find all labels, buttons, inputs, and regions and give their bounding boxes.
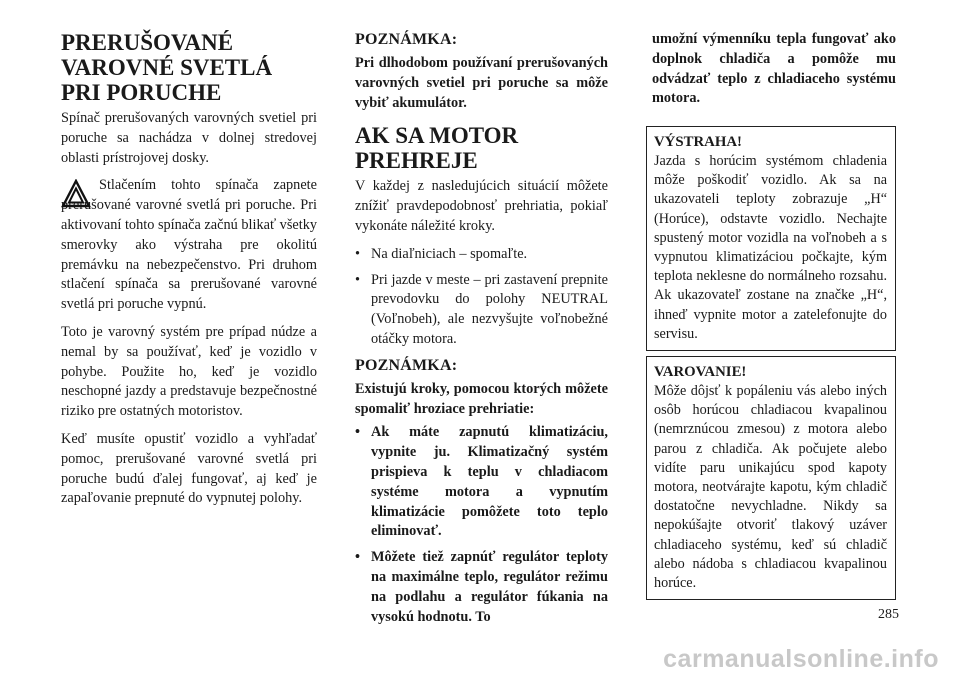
watermark: carmanualsonline.info xyxy=(663,645,939,673)
hazard-triangle-icon xyxy=(61,179,91,209)
note-steps-list xyxy=(355,423,608,627)
note-steps-intro: Existujú kroky, pomocou ktorých môžete spomaliť hroziace prehriatie: xyxy=(355,380,608,417)
overheat-intro: V každej z nasledujúcich situácií môžete znížiť pravdepodobnosť prehriatia, pokiaľ vykonáte náležité kroky. xyxy=(355,178,608,234)
hazard-switch-text: Stlačením tohto spínača zapnete prerušované varovné svetlá pri poruche. Pri aktivovaní tohto spínača začnú blikať všetky smerovky ako výstraha pre okolitú premávku na nebezpečenstvo. Pri druhom stlačení spínača sa prerušované varovné svetlá pri poruche vypnú. xyxy=(61,177,317,313)
list-item: • Ak máte zapnutú klimatizáciu, vypnite ju. Klimatizačný systém prispieva k teplu v chladiacom systéme motora a vypnutím klimatizácie pomôžete toto teplo eliminovať. xyxy=(355,423,608,542)
page-number: 285 xyxy=(878,607,899,622)
note-heading: POZNÁMKA: xyxy=(355,356,458,374)
hazard-leave-vehicle-text: Keď musíte opustiť vozidlo a vyhľadať pomoc, prerušované varovné svetlá pri poruche budú ďalej fungovať, aj keď je zapaľovanie prepnuté do vypnutej polohy. xyxy=(61,430,317,507)
middle-column xyxy=(355,30,608,633)
left-column xyxy=(61,30,317,517)
overheat-list xyxy=(355,245,608,350)
hazard-warning-block xyxy=(61,176,317,315)
list-item: • Môžete tiež zapnúť regulátor teploty na maximálne teplo, regulátor režimu na podlahu a regulátor fúkania na vysokú hodnotu. To xyxy=(355,548,608,627)
overheat-heading: AK SA MOTOR PREHREJE xyxy=(355,123,519,174)
hazard-lights-heading: PRERUŠOVANÉ VAROVNÉ SVETLÁ PRI PORUCHE xyxy=(61,30,273,105)
heater-continuation-text: umožní výmenníku tepla fungovať ako doplnok chladiča a pomôže mu odvádzať teplo z chladiaceho systému motora. xyxy=(652,31,896,107)
list-item: • Pri jazde v meste – pri zastavení prepnite prevodovku do polohy NEUTRAL (Voľnobeh), ale nezvyšujte voľnobežné otáčky motora. xyxy=(355,271,608,350)
warning-title: VÝSTRAHA! xyxy=(654,134,742,150)
list-item: • Na diaľniciach – spomaľte. xyxy=(355,245,608,265)
note-battery-text: Pri dlhodobom používaní prerušovaných varovných svetiel pri poruche sa môže vybiť akumulátor. xyxy=(355,55,608,111)
caution-box xyxy=(646,356,896,600)
hazard-emergency-text: Toto je varovný systém pre prípad núdze a nemal by sa používať, keď je vozidlo v pohybe. Použite ho, keď je vozidlo neschopné jazdy a predstavuje bezpečnostné riziko pre ostatných motoristov. xyxy=(61,323,317,420)
note-heading: POZNÁMKA: xyxy=(355,31,458,48)
hazard-intro: Spínač prerušovaných varovných svetiel pri poruche sa nachádza v dolnej stredovej oblasti prístrojovej dosky. xyxy=(61,110,317,166)
warning-text: Jazda s horúcim systémom chladenia môže poškodiť vozidlo. Ak sa na ukazovateli teploty zobrazuje „H“ (Horúce), odstavte vozidlo. Nechajte spustený motor vozidla na voľnobeh a s vypnutou klimatizáciou počkajte, kým teplota neklesne do normálneho rozsahu. Ak ukazovateľ zostane na značke „H“, ihneď vypnite motor a zatelefonujte do servisu. xyxy=(654,153,887,342)
right-column xyxy=(646,30,896,117)
warning-box xyxy=(646,126,896,351)
caution-title: VAROVANIE! xyxy=(654,364,747,380)
caution-text: Môže dôjsť k popáleniu vás alebo iných osôb horúcou chladiacou kvapalinou (nemrznúcou zmesou) z motora alebo parou z chladiča. Ak počujete alebo vidíte paru unikajúcu spod kapoty motora, neotvárajte kapotu, kým chladič dostatočne nevychladne. Nikdy sa nepokúšajte otvoriť tlakový uzáver chladiaceho systému, keď sú chladič alebo nádoba s chladiacou kvapalinou horúce. xyxy=(654,383,887,592)
